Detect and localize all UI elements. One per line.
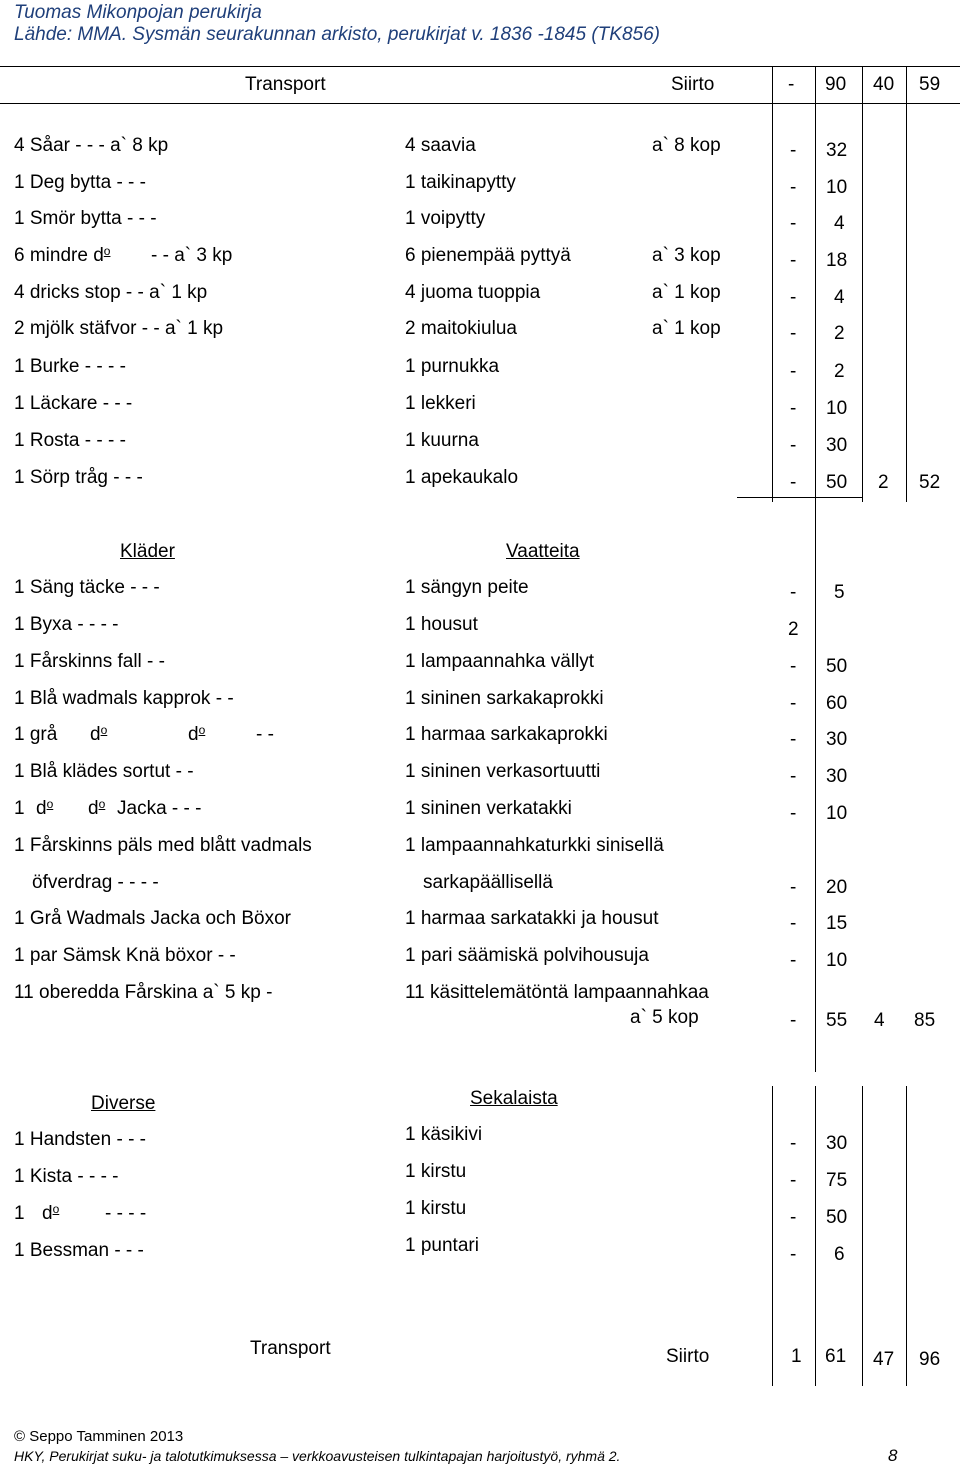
list-item-dash: - xyxy=(790,766,797,787)
list-item-sv: 1 Byxa - - - - xyxy=(14,614,119,635)
list-item-value: 10 xyxy=(826,177,848,198)
list-item-sv: 1 xyxy=(14,1203,25,1224)
list-item-sv: 1 Kista - - - - xyxy=(14,1166,119,1187)
list-item-sv: 1 xyxy=(14,798,25,819)
list-item-fi: 1 housut xyxy=(405,614,478,635)
list-item-fi: 1 lampaannahkaturkki sinisellä xyxy=(405,835,664,856)
list-item-fi: 1 sininen verkatakki xyxy=(405,798,572,819)
list-item-sv: 1 Säng täcke - - - xyxy=(14,577,160,598)
list-item-sv: 4 dricks stop - - a` 1 kp xyxy=(14,282,208,303)
list-item-fi: 1 harmaa sarkatakki ja housut xyxy=(405,908,659,929)
list-item-fi: 1 apekaukalo xyxy=(405,467,519,488)
subtotal-value-1: 4 xyxy=(874,1010,885,1031)
list-item-dash: - xyxy=(790,950,797,971)
list-item-value: 4 xyxy=(834,213,845,234)
list-item-dash: - xyxy=(790,177,797,198)
list-item-fi: 1 kuurna xyxy=(405,430,479,451)
column-divider-sum2 xyxy=(906,66,907,502)
list-item-dash: - xyxy=(790,250,797,271)
transport-label-fi: Siirto xyxy=(666,1346,710,1367)
column-divider-value xyxy=(815,66,816,1072)
list-item-sv: 1 Blå klädes sortut - - xyxy=(14,761,194,782)
list-item-fi: 1 kirstu xyxy=(405,1161,467,1182)
list-item-fi: 1 lekkeri xyxy=(405,393,476,414)
list-item-dash: - xyxy=(790,656,797,677)
list-item-sv: 2 mjölk stäfvor - - a` 1 kp xyxy=(14,318,224,339)
column-divider-dash xyxy=(772,66,773,502)
list-item-sv-rest: - - a` 3 kp xyxy=(151,245,233,266)
list-item-dash: - xyxy=(790,693,797,714)
list-item-dash: - xyxy=(790,1207,797,1228)
list-item-dash: - xyxy=(790,582,797,603)
list-item-dash: - xyxy=(790,1133,797,1154)
list-item-fi: 11 käsittelemätöntä lampaannahkaa xyxy=(405,982,709,1003)
list-item-sv: 4 Såar - - - a` 8 kp xyxy=(14,135,169,156)
list-item-fi: 1 sininen verkasortuutti xyxy=(405,761,601,782)
ditto-mark: $d^o$ xyxy=(36,797,54,819)
list-item-sv: 1 Bessman - - - xyxy=(14,1240,144,1261)
list-item-fi: sarkapäällisellä xyxy=(423,872,553,893)
transport-label-fi: Siirto xyxy=(671,74,715,95)
document-source-title: Tuomas Mikonpojan perukirja xyxy=(14,2,262,23)
list-item-fi: 6 pienempää pyttyä xyxy=(405,245,571,266)
list-item-dash: - xyxy=(790,729,797,750)
list-item-sv: 1 Burke - - - - xyxy=(14,356,126,377)
list-item-value: 20 xyxy=(826,877,848,898)
list-item-value: 18 xyxy=(826,250,848,271)
list-item-sv: 1 Handsten - - - xyxy=(14,1129,146,1150)
transport-value-1: 90 xyxy=(825,74,847,95)
list-item-value: 5 xyxy=(834,582,845,603)
column-divider-sum1 xyxy=(862,66,863,502)
list-item-dash: - xyxy=(790,398,797,419)
list-item-sv: 1 Deg bytta - - - xyxy=(14,172,146,193)
list-item-dash: - xyxy=(790,435,797,456)
subtotal-value-2: 85 xyxy=(914,1010,936,1031)
list-item-value: 2 xyxy=(834,323,845,344)
list-item-dash: - xyxy=(790,323,797,344)
list-item-fi: 1 sängyn peite xyxy=(405,577,529,598)
ditto-mark: $d^o$ xyxy=(88,797,106,819)
bottom-column-divider-dash xyxy=(772,1086,773,1386)
subtotal-value-1: 2 xyxy=(878,472,889,493)
list-item-sv: 1 par Sämsk Knä böxor - - xyxy=(14,945,236,966)
list-item-fi: 1 pari säämiskä polvihousuja xyxy=(405,945,649,966)
list-item-value: 15 xyxy=(826,913,848,934)
list-item-sv: 1 Läckare - - - xyxy=(14,393,133,414)
transport-value-3: 96 xyxy=(919,1349,941,1370)
transport-value-2: 40 xyxy=(873,74,895,95)
document-source-line: Lähde: MMA. Sysmän seurakunnan arkisto, perukirjat v. 1836 -1845 (TK856) xyxy=(14,24,660,45)
list-item-fi: 1 voipytty xyxy=(405,208,486,229)
list-item-value: 60 xyxy=(826,693,848,714)
list-item-value: 10 xyxy=(826,398,848,419)
list-item-dash: - xyxy=(790,287,797,308)
list-item-value: 32 xyxy=(826,140,848,161)
list-item-dash: - xyxy=(790,213,797,234)
list-item-value: 30 xyxy=(826,1133,848,1154)
list-item-sv: öfverdrag - - - - xyxy=(32,872,159,893)
list-item-sv: 1 Fårskinns päls med blått vadmals xyxy=(14,835,312,856)
transport-dash: - xyxy=(788,74,795,95)
list-item-fi: 1 purnukka xyxy=(405,356,500,377)
list-item-dash: - xyxy=(790,1010,797,1031)
list-item-value: 10 xyxy=(826,803,848,824)
list-item-price: a` 1 kop xyxy=(652,282,721,303)
list-item-value: 30 xyxy=(826,729,848,750)
list-item-value: 6 xyxy=(834,1244,845,1265)
list-item-sv-rest: Jacka - - - xyxy=(117,798,202,819)
section-heading-fi: Sekalaista xyxy=(470,1088,558,1109)
transport-value-2: 47 xyxy=(873,1349,895,1370)
list-item-price: a` 8 kop xyxy=(652,135,721,156)
list-item-sv-rest: - - - - xyxy=(105,1203,147,1224)
copyright-notice: © Seppo Tamminen 2013 xyxy=(14,1428,184,1445)
section-heading-fi: Vaatteita xyxy=(506,541,580,562)
list-item-sv: 1 Smör bytta - - - xyxy=(14,208,157,229)
ditto-mark: $d^o$ xyxy=(188,723,206,745)
list-item-sv: 11 oberedda Fårskina a` 5 kp - xyxy=(14,982,273,1003)
list-item-fi: 1 käsikivi xyxy=(405,1124,483,1145)
list-item-sv: 1 Rosta - - - - xyxy=(14,430,126,451)
list-item-fi: 1 harmaa sarkakaprokki xyxy=(405,724,608,745)
list-item-value: 30 xyxy=(826,435,848,456)
list-item-dash: - xyxy=(790,472,797,493)
list-item-fi: 1 lampaannahka vällyt xyxy=(405,651,595,672)
list-item-value: 50 xyxy=(826,472,848,493)
list-item-sv: 1 Blå wadmals kapprok - - xyxy=(14,688,234,709)
list-item-dash: - xyxy=(790,1244,797,1265)
list-item-value: 30 xyxy=(826,766,848,787)
list-item-value: 50 xyxy=(826,656,848,677)
list-item-sv-rest: - - xyxy=(256,724,274,745)
list-item-dash: - xyxy=(790,803,797,824)
list-item-value: 50 xyxy=(826,1207,848,1228)
list-item-fi: 4 saavia xyxy=(405,135,476,156)
list-item-price: a` 5 kop xyxy=(630,1007,699,1028)
list-item-value: 2 xyxy=(834,361,845,382)
list-item-value: 10 xyxy=(826,950,848,971)
section-heading-sv: Diverse xyxy=(91,1093,156,1114)
list-item-fi: 1 taikinapytty xyxy=(405,172,516,193)
list-item-price: a` 1 kop xyxy=(652,318,721,339)
list-item-sv: 1 Fårskinns fall - - xyxy=(14,651,165,672)
transport-value-3: 59 xyxy=(919,74,941,95)
list-item-dash: - xyxy=(790,913,797,934)
transport-row-border xyxy=(0,103,960,104)
list-item-fi: 1 kirstu xyxy=(405,1198,467,1219)
list-item-riksdaler: 2 xyxy=(788,619,799,640)
list-item-value: 75 xyxy=(826,1170,848,1191)
transport-label-sv: Transport xyxy=(250,1338,331,1359)
subtotal-value-2: 52 xyxy=(919,472,941,493)
list-item-value: 55 xyxy=(826,1010,848,1031)
bottom-column-divider-value xyxy=(815,1086,816,1386)
table-top-border xyxy=(0,66,960,67)
list-item-fi: 2 maitokiulua xyxy=(405,318,517,339)
ditto-mark: $d^o$ xyxy=(90,723,108,745)
page-number: 8 xyxy=(888,1446,898,1465)
transport-value-1: 61 xyxy=(825,1346,847,1367)
transport-label-sv: Transport xyxy=(245,74,326,95)
course-footer: HKY, Perukirjat suku- ja talotutkimuksessa – verkkoavusteisen tulkintapajan harjoitustyö, ryhmä 2. xyxy=(14,1448,621,1464)
list-item-sv: 6 mindre $d^o$ xyxy=(14,244,111,266)
bottom-column-divider-sum2 xyxy=(906,1086,907,1386)
list-item-sv: 1 Grå Wadmals Jacka och Böxor xyxy=(14,908,292,929)
bottom-column-divider-sum1 xyxy=(862,1086,863,1386)
list-item-dash: - xyxy=(790,877,797,898)
list-item-dash: - xyxy=(790,140,797,161)
list-item-sv: 1 grå xyxy=(14,724,58,745)
list-item-dash: - xyxy=(790,1170,797,1191)
list-item-fi: 4 juoma tuoppia xyxy=(405,282,541,303)
list-item-sv: 1 Sörp tråg - - - xyxy=(14,467,143,488)
list-item-price: a` 3 kop xyxy=(652,245,721,266)
list-item-value: 4 xyxy=(834,287,845,308)
section-heading-sv: Kläder xyxy=(120,541,175,562)
list-item-fi: 1 sininen sarkakaprokki xyxy=(405,688,604,709)
list-item-dash: - xyxy=(790,361,797,382)
list-item-fi: 1 puntari xyxy=(405,1235,479,1256)
transport-value-0: 1 xyxy=(791,1346,802,1367)
subtotal-line-1 xyxy=(737,497,863,498)
ditto-mark: $d^o$ xyxy=(42,1202,60,1224)
